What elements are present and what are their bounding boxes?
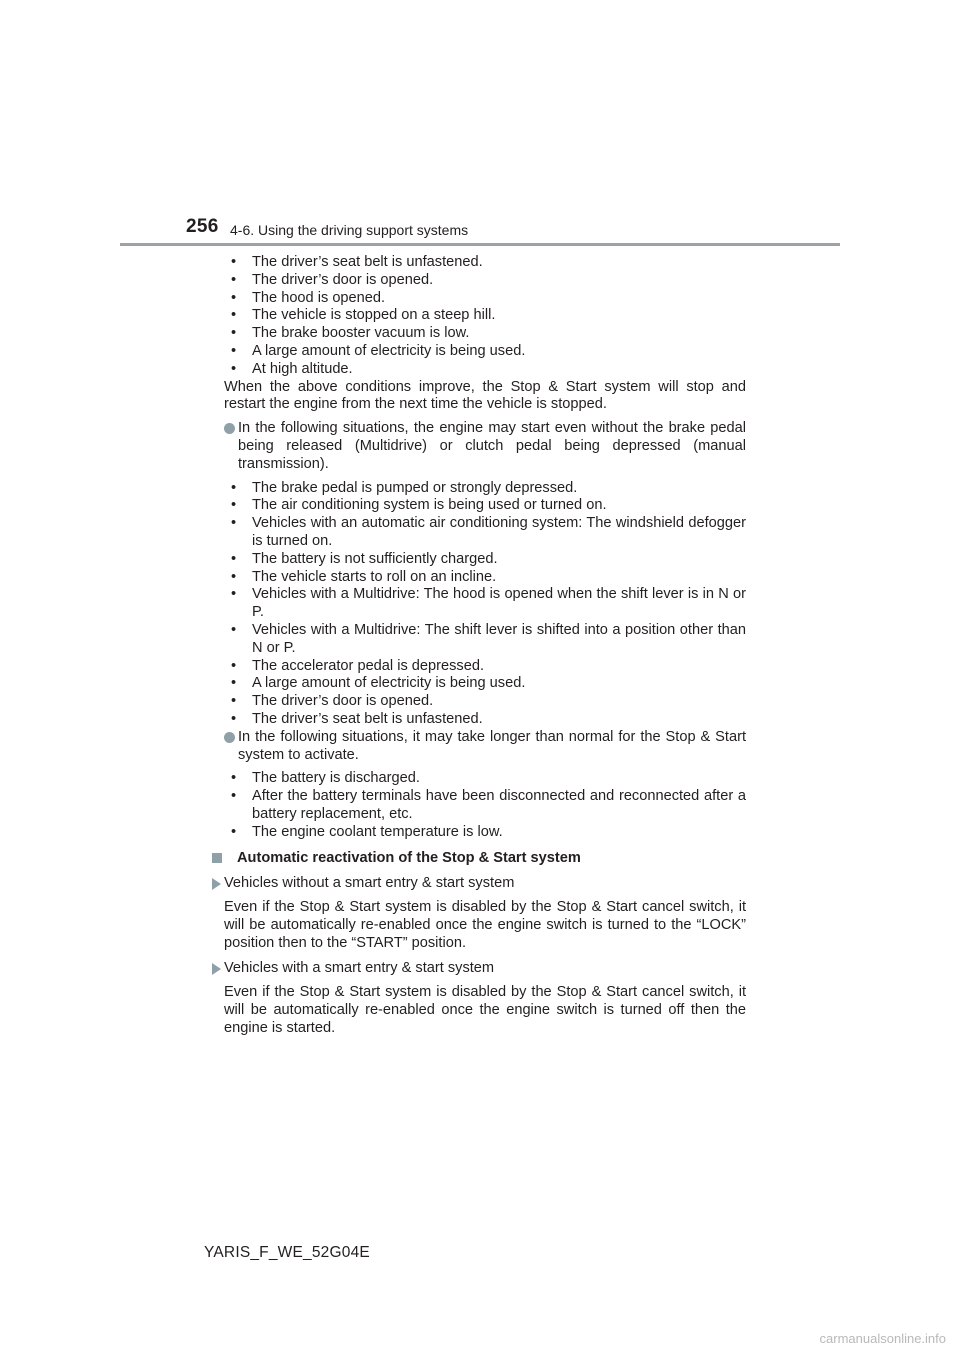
list-item: • Vehicles with an automatic air conditioning system: The windshield defogger is turned on. [231, 515, 746, 549]
watermark: carmanualsonline.info [819, 1331, 946, 1346]
page-number: 256 [186, 216, 219, 237]
list-item: • Vehicles with a Multidrive: The hood is opened when the shift lever is in N or P. [231, 586, 746, 621]
list-item: • A large amount of electricity is being used. [231, 675, 526, 692]
triangle-bullet-icon [212, 963, 221, 975]
circle-bullet-icon [224, 732, 235, 743]
condition-list-1 [224, 254, 746, 379]
triangle-bullet-icon [212, 878, 221, 890]
sub-heading-1: Vehicles without a smart entry & start system [224, 875, 746, 893]
sub-heading-2: Vehicles with a smart entry & start system [224, 960, 746, 978]
circle-note-2: In the following situations, it may take longer than normal for the Stop & Start system to activate. [224, 729, 746, 765]
list-item: • The driver’s seat belt is unfastened. [231, 710, 483, 727]
header-rule [120, 243, 840, 246]
list-item: • The battery is not sufficiently charged. [231, 550, 498, 567]
list-item: • The hood is opened. [231, 289, 386, 306]
paragraph: When the above conditions improve, the Stop & Start system will stop and restart the engine from the next time the vehicle is stopped. [224, 378, 746, 413]
list-item: • The brake pedal is pumped or strongly depressed. [231, 479, 578, 496]
list-item: • The engine coolant temperature is low. [231, 823, 503, 840]
list-item: • The vehicle starts to roll on an incline. [231, 568, 497, 585]
list-item: • At high altitude. [231, 360, 353, 377]
section-heading: Automatic reactivation of the Stop & Start system [224, 850, 746, 868]
list-item: • The driver’s seat belt is unfastened. [231, 254, 483, 270]
square-bullet-icon [212, 853, 222, 863]
section-title: 4-6. Using the driving support systems [230, 222, 469, 238]
list-item: • The driver’s door is opened. [231, 693, 434, 710]
condition-list-3 [224, 770, 746, 841]
paragraph: Even if the Stop & Start system is disabled by the Stop & Start cancel switch, it will be automatically re-enabled once the engine switch is turned off then the engine is started. [224, 984, 746, 1036]
list-item: • Vehicles with a Multidrive: The shift lever is shifted into a position other than N or P. [231, 621, 746, 656]
circle-bullet-icon [224, 423, 235, 434]
document-code: YARIS_F_WE_52G04E [204, 1244, 370, 1261]
list-item: • The brake booster vacuum is low. [231, 325, 470, 342]
list-item: • After the battery terminals have been disconnected and reconnected after a battery replacement, etc. [231, 788, 746, 822]
paragraph: Even if the Stop & Start system is disabled by the Stop & Start cancel switch, it will be automatically re-enabled once the engine switch is turned to the “LOCK” position then to the “START” position. [224, 899, 746, 951]
list-item: • The battery is discharged. [231, 770, 420, 787]
list-item: • The vehicle is stopped on a steep hill. [231, 307, 496, 324]
list-item: • The accelerator pedal is depressed. [231, 657, 485, 674]
list-item: • A large amount of electricity is being used. [231, 342, 526, 359]
condition-list-2 [224, 480, 746, 729]
list-item: • The air conditioning system is being used or turned on. [231, 497, 607, 514]
page-content [224, 254, 746, 1038]
circle-note-1: In the following situations, the engine may start even without the brake pedal being released (Multidrive) or clutch pedal being depressed (manual transmission). [224, 420, 746, 473]
list-item: • The driver’s door is opened. [231, 271, 434, 288]
